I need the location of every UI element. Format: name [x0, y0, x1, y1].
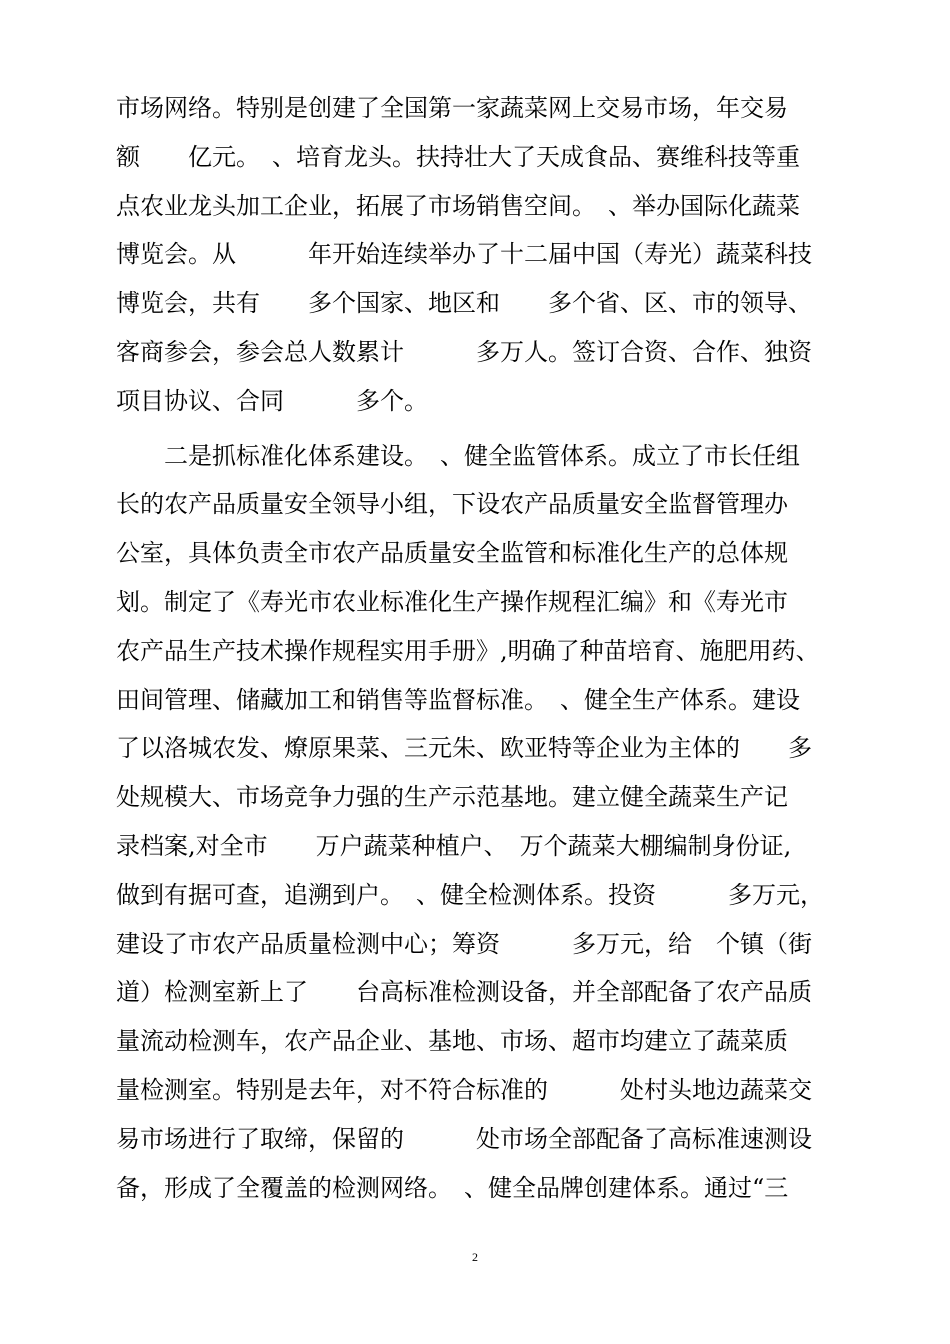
paragraph-2 [116, 432, 846, 1213]
text-line: 点农业龙头加工企业，拓展了市场销售空间。 、举办国际化蔬菜 [116, 191, 800, 220]
text-line: 农产品生产技术操作规程实用手册》,明确了种苗培育、施肥用药、 [116, 636, 820, 665]
text-line: 录档案,对全市 万户蔬菜种植户、 万个蔬菜大棚编制身份证, [116, 831, 792, 860]
text-line: 二是抓标准化体系建设。 、健全监管体系。成立了市长任组 [164, 441, 800, 470]
text-line: 长的农产品质量安全领导小组，下设农产品质量安全监督管理办 [116, 490, 788, 519]
document-body [116, 84, 846, 1212]
text-line: 划。制定了《寿光市农业标准化生产操作规程汇编》和《寿光市 [116, 587, 788, 616]
text-line: 道）检测室新上了 台高标准检测设备，并全部配备了农产品质 [116, 978, 812, 1007]
text-line: 博览会。从 年开始连续举办了十二届中国（寿光）蔬菜科技 [116, 240, 812, 269]
text-line: 博览会，共有 多个国家、地区和 多个省、区、市的领导、 [116, 289, 812, 318]
text-line: 建设了市农产品质量检测中心；筹资 多万元，给 个镇（街 [116, 929, 812, 958]
text-line: 市场网络。特别是创建了全国第一家蔬菜网上交易市场，年交易 [116, 94, 788, 122]
text-line: 公室，具体负责全市农产品质量安全监管和标准化生产的总体规 [116, 539, 788, 568]
text-line: 量检测室。特别是去年，对不符合标准的 处村头地边蔬菜交 [116, 1075, 812, 1104]
text-line: 项目协议、合同 多个。 [116, 386, 428, 415]
text-line: 了以洛城农发、燎原果菜、三元朱、欧亚特等企业为主体的 多 [116, 734, 812, 763]
text-line: 备，形成了全覆盖的检测网络。 、健全品牌创建体系。通过“三 [116, 1173, 789, 1202]
text-line: 田间管理、储藏加工和销售等监督标准。 、健全生产体系。建设 [116, 685, 800, 714]
text-line: 做到有据可查，追溯到户。 、健全检测体系。投资 多万元， [116, 880, 824, 909]
text-line: 额 亿元。 、培育龙头。扶持壮大了天成食品、赛维科技等重 [116, 142, 800, 171]
text-line: 量流动检测车，农产品企业、基地、市场、超市均建立了蔬菜质 [116, 1027, 788, 1056]
text-line: 客商参会，参会总人数累计 多万人。签订合资、合作、独资 [116, 337, 812, 366]
page-number: 2 [472, 1250, 478, 1264]
paragraph-1 [116, 84, 846, 426]
text-line: 处规模大、市场竞争力强的生产示范基地。建立健全蔬菜生产记 [116, 783, 788, 812]
text-line: 易市场进行了取缔，保留的 处市场全部配备了高标准速测设 [116, 1124, 812, 1153]
